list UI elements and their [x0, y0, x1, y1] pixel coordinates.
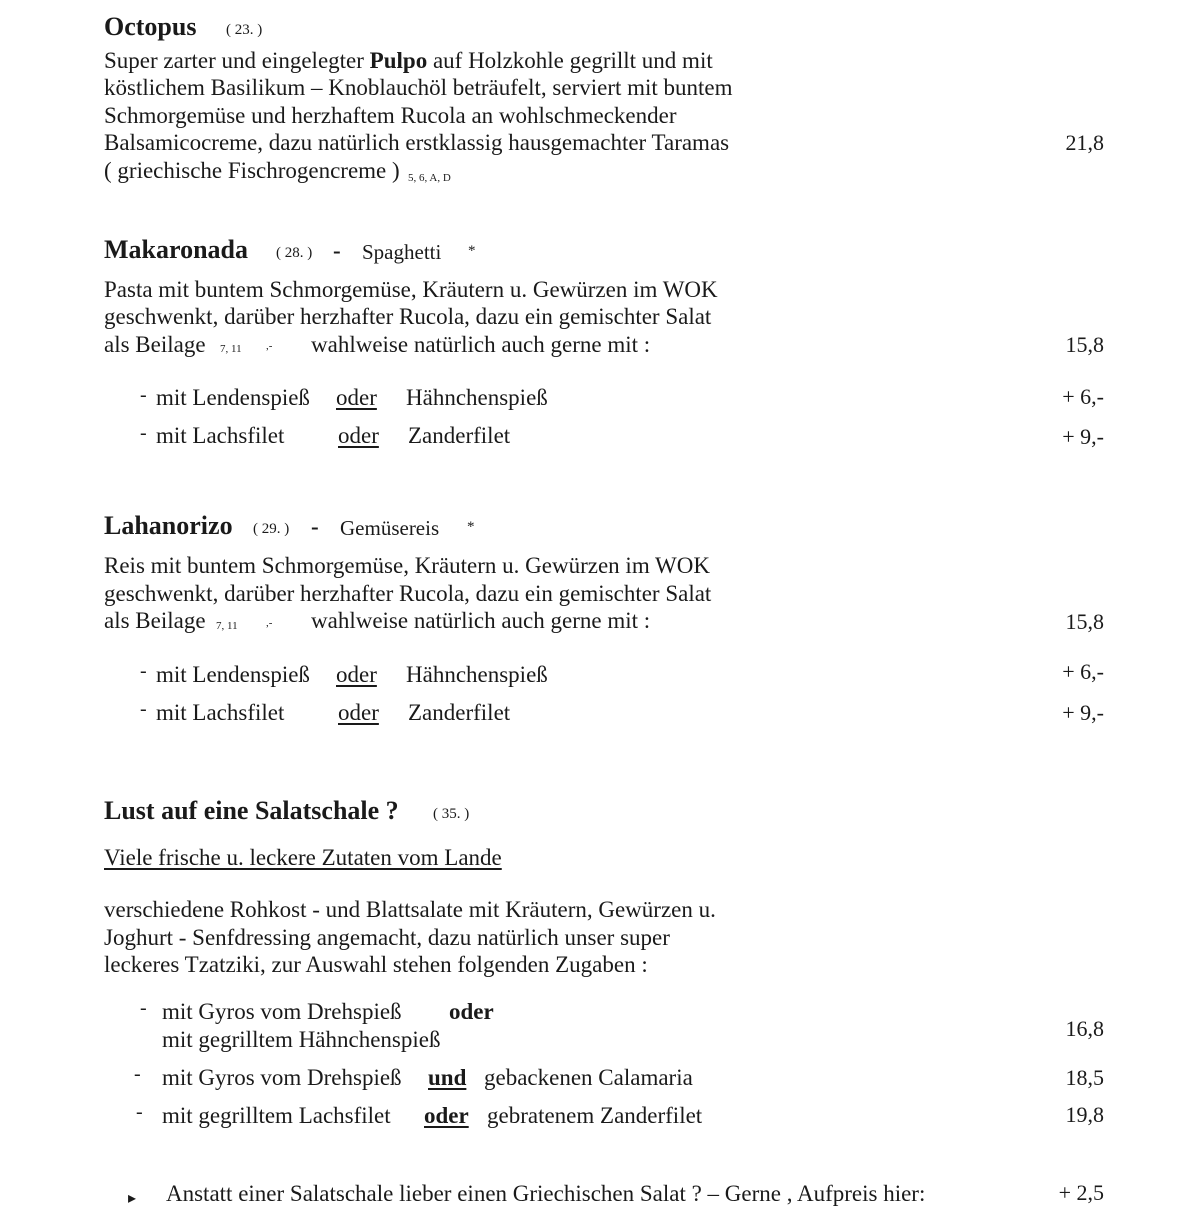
dish-description-line: als Beilage — [104, 608, 206, 633]
option-price: + 9,- — [1062, 424, 1104, 449]
option-a: mit Lachsfilet — [156, 700, 285, 725]
bullet-dash: - — [140, 422, 147, 444]
dish-description-line: verschiedene Rohkost - und Blattsalate mit Kräutern, Gewürzen u. — [104, 897, 716, 922]
dish-description-line: geschwenkt, darüber herzhafter Rucola, dazu ein gemischter Salat — [104, 304, 712, 329]
option-price: + 9,- — [1062, 700, 1104, 725]
dish-description-line: Reis mit buntem Schmorgemüse, Kräutern u. Gewürzen im WOK — [104, 553, 710, 578]
price-suffix: ,- — [266, 617, 273, 629]
dish-title: Lahanorizo — [104, 511, 233, 540]
option-price: 19,8 — [1065, 1102, 1104, 1127]
dish-price: 15,8 — [1065, 609, 1104, 634]
option-conjunction: oder — [336, 385, 377, 410]
dish-description-line: Pasta mit buntem Schmorgemüse, Kräutern u. Gewürzen im WOK — [104, 277, 718, 302]
footer-note-text: Anstatt einer Salatschale lieber einen Griechischen Salat ? – Gerne , Aufpreis hier: — [166, 1181, 926, 1206]
dish-description-line: wahlweise natürlich auch gerne mit : — [311, 608, 651, 633]
title-dash: - — [311, 514, 319, 539]
option-b: Hähnchenspieß — [406, 662, 548, 687]
option-a: mit Gyros vom Drehspieß — [162, 1065, 402, 1090]
dish-price: 15,8 — [1065, 332, 1104, 357]
bullet-dash: - — [140, 384, 147, 406]
option-a: mit gegrilltem Lachsfilet — [162, 1103, 391, 1128]
dish-number: ( 23. ) — [226, 22, 263, 38]
bullet-dash: - — [140, 997, 147, 1019]
allergen-codes: 5, 6, A, D — [408, 172, 451, 184]
option-conjunction: oder — [338, 700, 379, 725]
option-conjunction: oder — [338, 423, 379, 448]
option-price: + 6,- — [1062, 384, 1104, 409]
dish-subtitle: Spaghetti — [362, 240, 442, 264]
dish-description-line: Schmorgemüse und herzhaftem Rucola an wohlschmeckender — [104, 103, 677, 128]
dish-description-line: wahlweise natürlich auch gerne mit : — [311, 332, 651, 357]
dish-description-line: Balsamicocreme, dazu natürlich erstklassig hausgemachter Taramas — [104, 130, 730, 155]
option-price: 16,8 — [1065, 1016, 1104, 1041]
option-b: gebackenen Calamaria — [484, 1065, 693, 1090]
dish-title: Makaronada — [104, 235, 248, 264]
dish-number: ( 35. ) — [433, 806, 470, 822]
option-price: 18,5 — [1065, 1065, 1104, 1090]
vegetarian-mark: * — [467, 519, 475, 535]
bullet-dash: - — [134, 1063, 141, 1085]
price-suffix: ,- — [266, 340, 273, 352]
option-a: mit Gyros vom Drehspieß — [162, 999, 402, 1024]
bullet-dash: - — [140, 698, 147, 720]
option-conjunction: oder — [449, 999, 494, 1024]
option-b: gebratenem Zanderfilet — [487, 1103, 703, 1128]
vegetarian-mark: * — [468, 243, 476, 259]
option-a-continued: mit gegrilltem Hähnchenspieß — [162, 1027, 441, 1052]
option-price: + 6,- — [1062, 659, 1104, 684]
dish-title: Lust auf eine Salatschale ? — [104, 796, 399, 825]
option-a: mit Lendenspieß — [156, 385, 310, 410]
dish-number: ( 28. ) — [276, 245, 313, 261]
arrow-bullet-icon: ▸ — [128, 1190, 137, 1207]
allergen-codes: 7, 11 — [216, 620, 238, 632]
option-b: Zanderfilet — [408, 423, 511, 448]
option-conjunction: oder — [424, 1103, 469, 1128]
dish-description-line: ( griechische Fischrogencreme ) — [104, 158, 400, 183]
dish-title: Octopus — [104, 12, 197, 41]
title-dash: - — [333, 238, 341, 263]
dish-description-line: Joghurt - Senfdressing angemacht, dazu natürlich unser super — [104, 925, 670, 950]
dish-description-line: als Beilage — [104, 332, 206, 357]
option-b: Hähnchenspieß — [406, 385, 548, 410]
bullet-dash: - — [140, 660, 147, 682]
option-b: Zanderfilet — [408, 700, 511, 725]
bullet-dash: - — [136, 1101, 143, 1123]
dish-description-line: Super zarter und eingelegter Pulpo auf Holzkohle gegrillt und mit — [104, 48, 713, 73]
footer-note-price: + 2,5 — [1058, 1180, 1104, 1205]
option-conjunction: und — [428, 1065, 467, 1090]
dish-price: 21,8 — [1065, 130, 1104, 155]
option-a: mit Lendenspieß — [156, 662, 310, 687]
dish-description-line: geschwenkt, darüber herzhafter Rucola, dazu ein gemischter Salat — [104, 581, 712, 606]
dish-number: ( 29. ) — [253, 521, 290, 537]
allergen-codes: 7, 11 — [220, 343, 242, 355]
dish-subtitle: Gemüsereis — [340, 516, 440, 540]
dish-tagline: Viele frische u. leckere Zutaten vom Lande — [104, 845, 502, 870]
highlight-word: Pulpo — [369, 48, 428, 73]
option-a: mit Lachsfilet — [156, 423, 285, 448]
dish-description-line: köstlichem Basilikum – Knoblauchöl beträufelt, serviert mit buntem — [104, 75, 733, 100]
option-conjunction: oder — [336, 662, 377, 687]
dish-description-line: leckeres Tzatziki, zur Auswahl stehen folgenden Zugaben : — [104, 952, 648, 977]
